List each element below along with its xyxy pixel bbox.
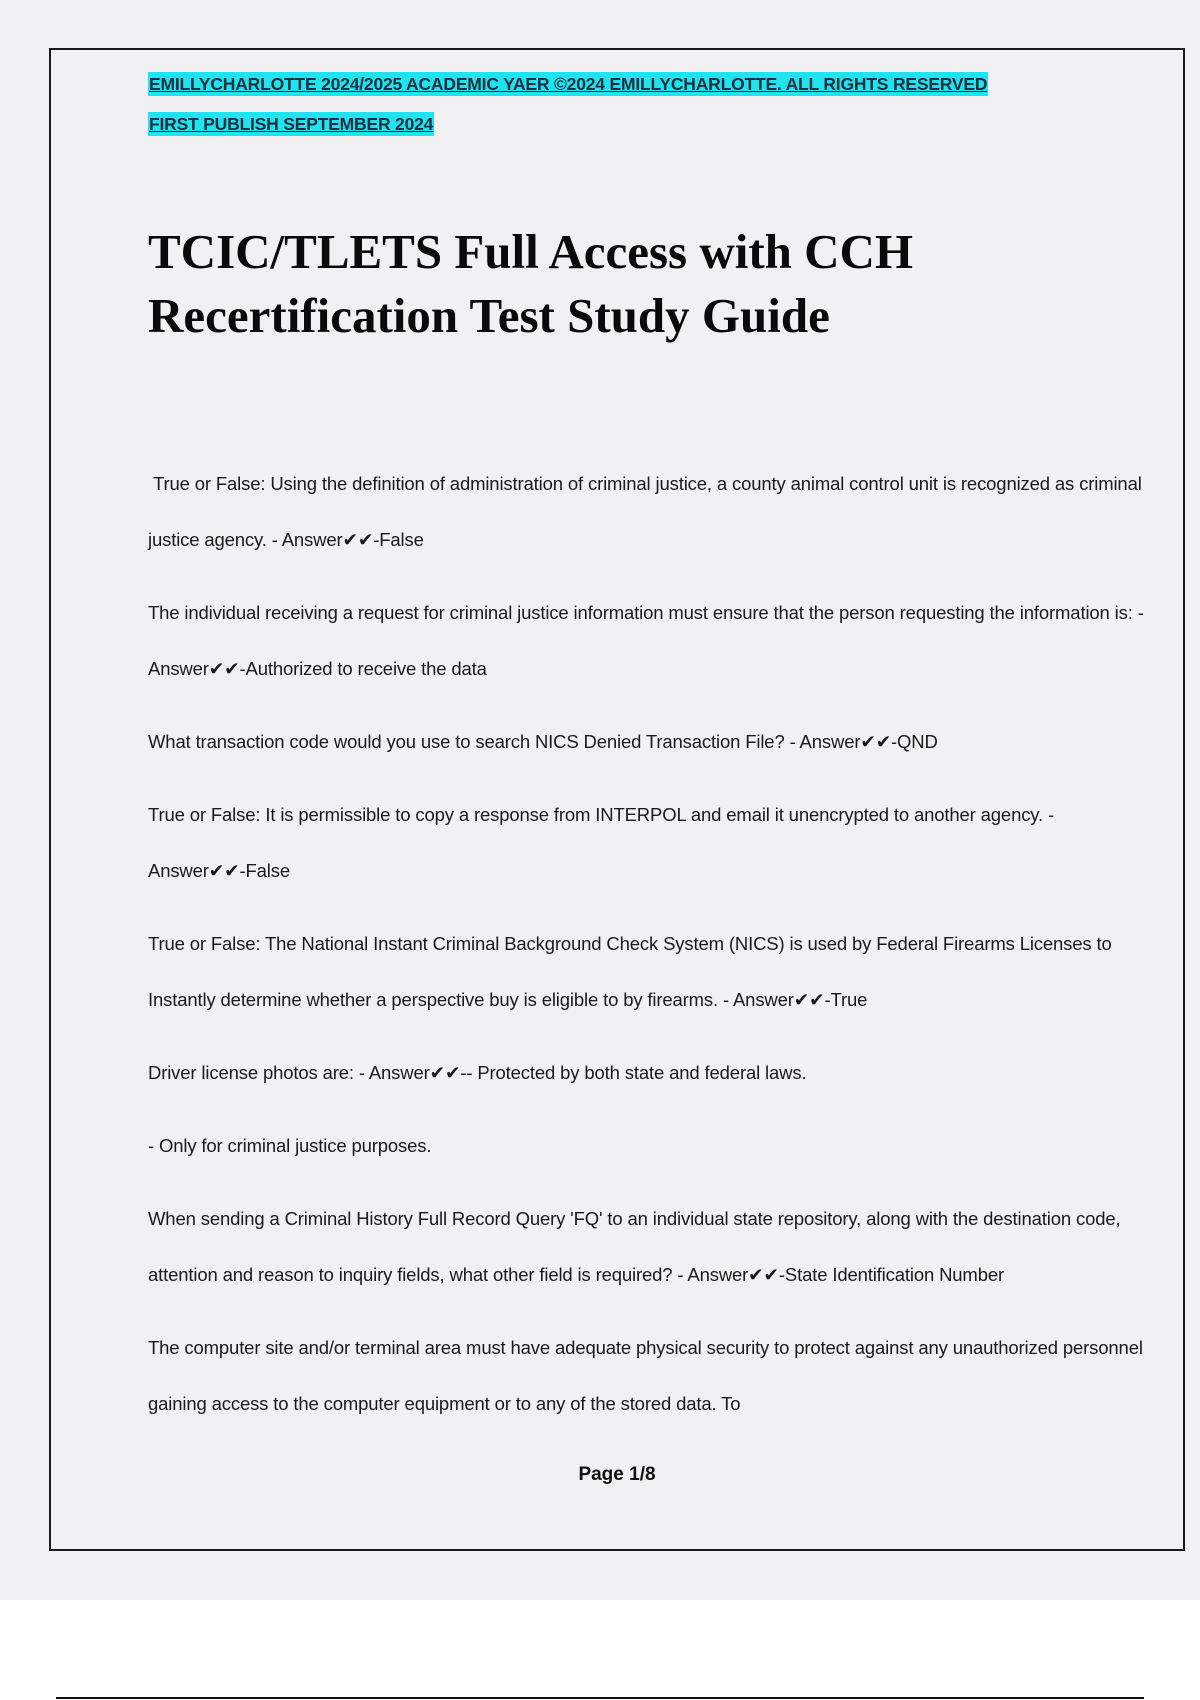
copyright-header-line: EMILLYCHARLOTTE 2024/2025 ACADEMIC YAER ©2024 EMILLYCHARLOTTE. ALL RIGHTS RESERVED — [149, 74, 988, 94]
qa-item: True or False: Using the definition of administration of criminal justice, a county animal control unit is recognized as criminal justice agency. - Answer✔✔-False — [148, 473, 1142, 550]
publish-date-header-line: FIRST PUBLISH SEPTEMBER 2024 — [149, 114, 434, 134]
qa-item: - Only for criminal justice purposes. — [148, 1135, 432, 1156]
document-page — [49, 48, 1185, 1551]
qa-item: What transaction code would you use to search NICS Denied Transaction File? - Answer✔✔-QND — [148, 731, 938, 752]
question-answer-list — [148, 456, 1148, 1449]
page-number: Page 1/8 — [578, 1464, 656, 1485]
qa-item: The individual receiving a request for criminal justice information must ensure that the person requesting the information is: - Answer✔✔-Authorized to receive the data — [148, 602, 1144, 679]
next-page-divider — [56, 1697, 1144, 1699]
qa-item: The computer site and/or terminal area must have adequate physical security to protect against any unauthorized personnel gaining access to the computer equipment or to any of the stored data. To — [148, 1337, 1143, 1414]
qa-item: Driver license photos are: - Answer✔✔-- Protected by both state and federal laws. — [148, 1062, 807, 1083]
document-title: TCIC/TLETS Full Access with CCH Recertification Test Study Guide — [148, 224, 914, 343]
qa-item: When sending a Criminal History Full Record Query 'FQ' to an individual state repository, along with the destination code, attention and reason to inquiry fields, what other field is required? - Answer✔✔-State Identification Number — [148, 1208, 1121, 1285]
qa-item: True or False: The National Instant Criminal Background Check System (NICS) is used by Federal Firearms Licenses to Instantly determine whether a perspective buy is eligible to by firearms. - Answer✔✔-True — [148, 933, 1112, 1010]
qa-item: True or False: It is permissible to copy a response from INTERPOL and email it unencrypted to another agency. - Answer✔✔-False — [148, 804, 1055, 881]
